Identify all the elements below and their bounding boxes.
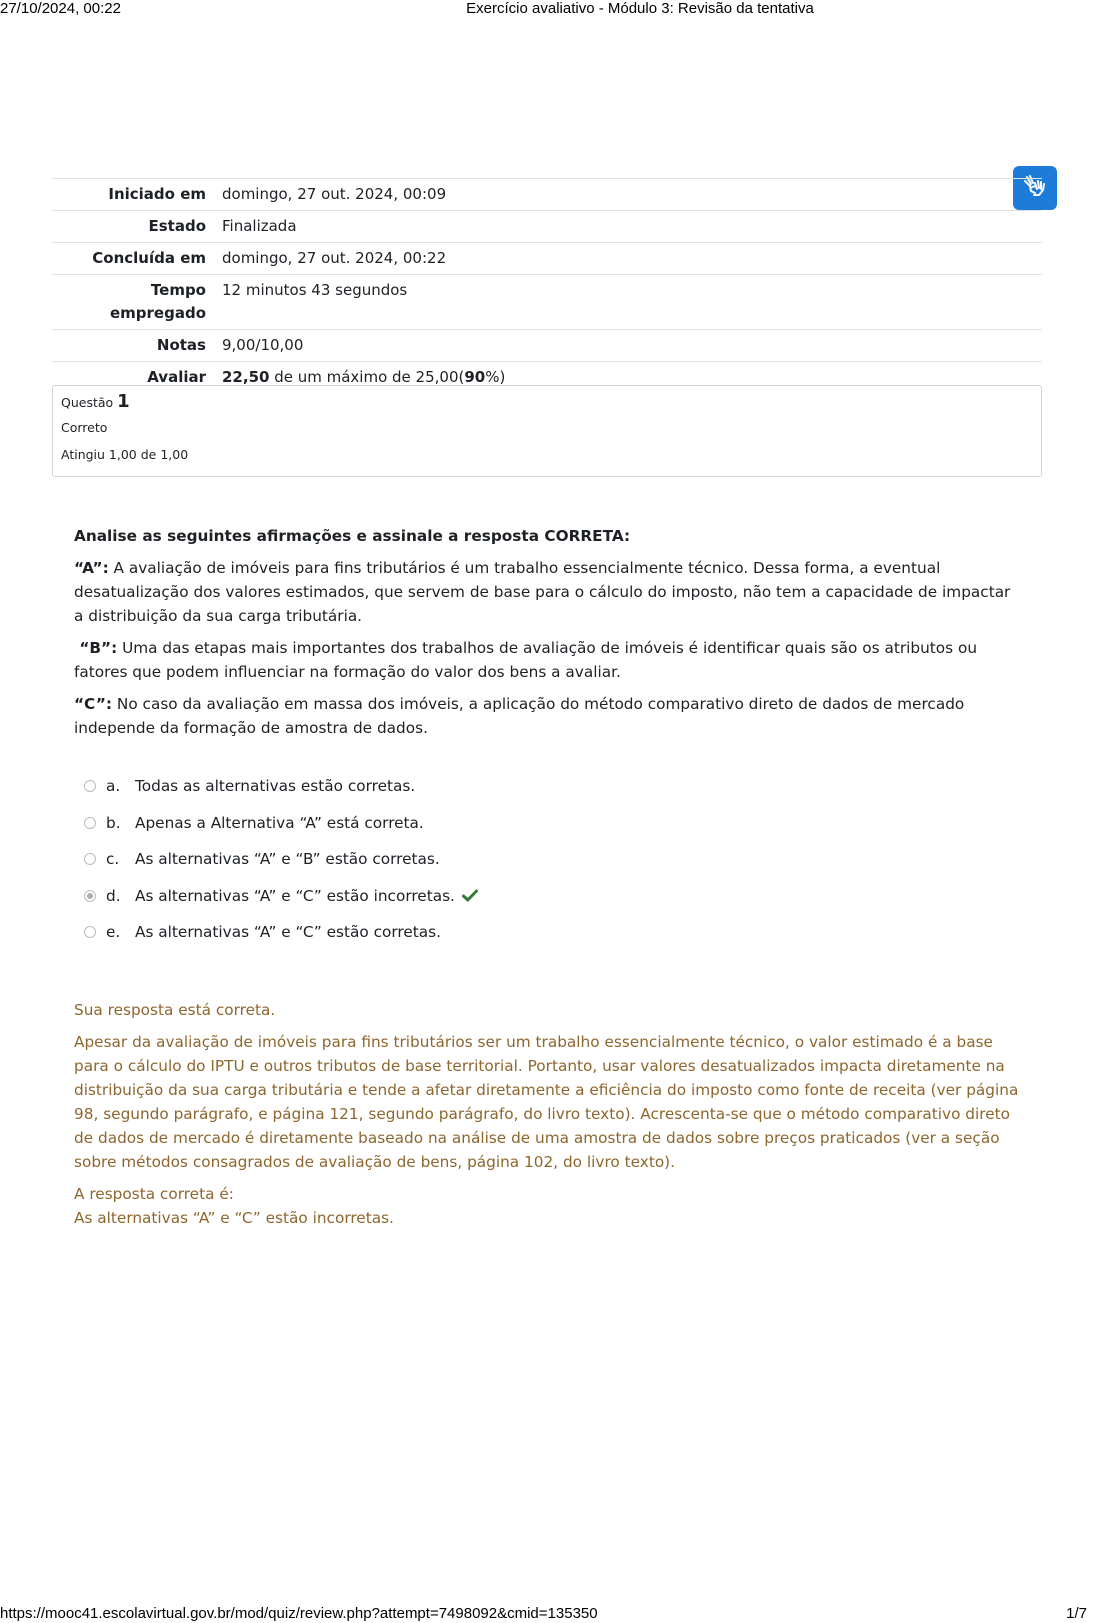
summary-value: Finalizada <box>214 211 1042 243</box>
summary-value: 12 minutos 43 segundos <box>214 275 1042 330</box>
radio-button[interactable] <box>84 780 96 792</box>
print-datetime: 27/10/2024, 00:22 <box>0 0 121 17</box>
radio-button[interactable] <box>84 817 96 829</box>
grade-score: 22,50 <box>222 368 270 386</box>
radio-button[interactable] <box>84 926 96 938</box>
summary-row-state <box>52 211 1042 243</box>
feedback-explanation: Apesar da avaliação de imóveis para fins tributários ser um trabalho essencialmente técnico, o valor estimado é a base para o cálculo do IPTU e outros tributos de base territorial. Portanto, usar valores desatualizados impacta diretamente na distribuição da sua carga tributária e tende a afetar diretamente a eficiência do imposto como fonte de receita (ver página 98, segundo parágrafo, e página 121, segundo parágrafo, do livro texto). Acrescenta-se que o método comparativo direto de dados de mercado é diretamente baseado na análise de uma amostra de dados sobre preços praticados (ver a seção sobre métodos consagrados de avaliação de bens, página 102, do livro texto). <box>74 1033 1019 1171</box>
statement-text: Uma das etapas mais importantes dos trabalhos de avaliação de imóveis é identificar quais são os atributos ou fatores que podem influenciar na formação do valor dos bens a avaliar. <box>74 639 978 681</box>
print-page-title: Exercício avaliativo - Módulo 3: Revisão da tentativa <box>466 0 814 17</box>
radio-button[interactable] <box>84 853 96 865</box>
grade-suffix: %) <box>485 368 506 386</box>
answer-text: As alternativas “A” e “C” estão corretas. <box>135 923 441 942</box>
statement-text: A avaliação de imóveis para fins tributários é um trabalho essencialmente técnico. Dessa forma, a eventual desatualização dos valores estimados, que servem de base para o cálculo do imposto, não tem a capacidade de impactar a distribuição da sua carga tributária. <box>74 559 1011 625</box>
check-icon <box>462 889 478 902</box>
question-state: Correto <box>61 420 108 435</box>
statement-a <box>74 556 1024 628</box>
feedback-section <box>74 998 1024 1230</box>
summary-row-started <box>52 179 1042 211</box>
summary-label: Iniciado em <box>52 179 214 211</box>
statement-key: “B”: <box>74 639 118 657</box>
answer-letter: e. <box>106 923 121 942</box>
answer-option-a[interactable] <box>82 768 982 805</box>
right-answer-label: A resposta correta é: <box>74 1185 234 1203</box>
summary-label: Avaliar <box>52 362 214 396</box>
answer-letter: c. <box>106 850 120 869</box>
summary-value: domingo, 27 out. 2024, 00:22 <box>214 243 1042 275</box>
radio-button-selected[interactable] <box>84 890 96 902</box>
question-number-value: 1 <box>117 391 130 412</box>
summary-label: Concluída em <box>52 243 214 275</box>
answer-text: Todas as alternativas estão corretas. <box>135 777 416 796</box>
print-page-number: 1/7 <box>1066 1605 1087 1622</box>
question-text <box>74 524 1024 748</box>
feedback-status: Sua resposta está correta. <box>74 1001 276 1019</box>
statement-b <box>74 636 1024 684</box>
answer-text: Apenas a Alternativa “A” está correta. <box>135 813 424 832</box>
answer-letter: b. <box>106 813 121 832</box>
statement-text: No caso da avaliação em massa dos imóveis, a aplicação do método comparativo direto de dados de mercado independe da formação de amostra de dados. <box>74 695 965 737</box>
answer-text: As alternativas “A” e “C” estão incorretas. <box>135 886 455 905</box>
question-label: Questão <box>61 395 114 410</box>
statement-key: “C”: <box>74 695 113 713</box>
question-lead: Analise as seguintes afirmações e assinale a resposta CORRETA: <box>74 527 631 545</box>
summary-value: 9,00/10,00 <box>214 330 1042 362</box>
print-url: https://mooc41.escolavirtual.gov.br/mod/quiz/review.php?attempt=7498092&cmid=135350 <box>0 1605 598 1622</box>
summary-row-completed <box>52 243 1042 275</box>
answer-options <box>82 768 982 951</box>
answer-option-b[interactable] <box>82 805 982 842</box>
answer-option-c[interactable] <box>82 841 982 878</box>
grade-middle: de um máximo de 25,00( <box>269 368 465 386</box>
question-info-box <box>52 385 1042 477</box>
statement-key: “A”: <box>74 559 109 577</box>
answer-letter: d. <box>106 886 121 905</box>
question-number <box>61 392 1033 413</box>
grade-percent: 90 <box>464 368 486 386</box>
answer-option-e[interactable] <box>82 914 982 951</box>
answer-option-d[interactable] <box>82 878 982 915</box>
answer-text: As alternativas “A” e “B” estão corretas. <box>135 850 440 869</box>
attempt-summary-table <box>52 178 1042 395</box>
summary-label: Tempo empregado <box>52 275 214 330</box>
summary-value: domingo, 27 out. 2024, 00:09 <box>214 179 1042 211</box>
question-grade: Atingiu 1,00 de 1,00 <box>61 447 189 462</box>
summary-row-marks <box>52 330 1042 362</box>
statement-c <box>74 692 1024 740</box>
summary-label: Estado <box>52 211 214 243</box>
answer-letter: a. <box>106 777 121 796</box>
summary-row-time-taken <box>52 275 1042 330</box>
summary-label: Notas <box>52 330 214 362</box>
right-answer: As alternativas “A” e “C” estão incorretas. <box>74 1209 394 1227</box>
